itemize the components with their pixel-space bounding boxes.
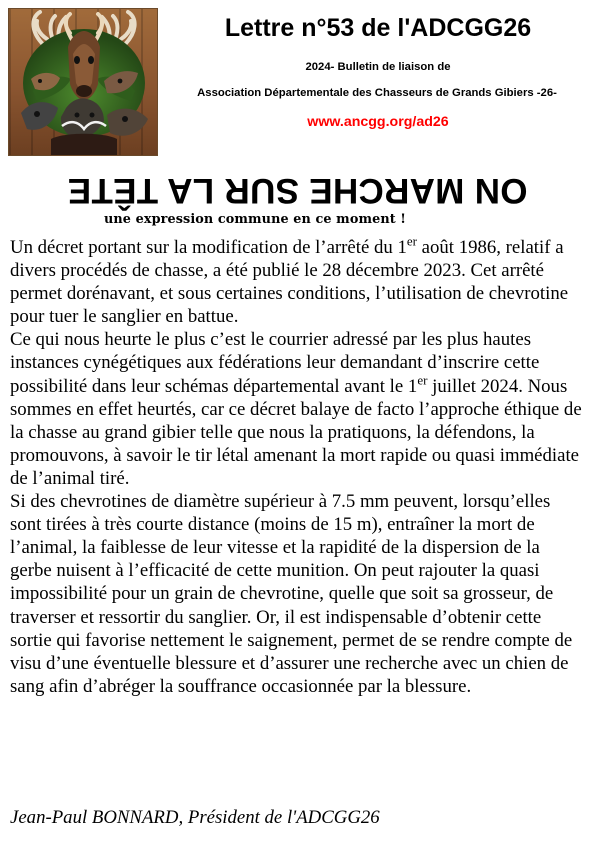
signature: Jean-Paul BONNARD, Président de l'ADCGG26 <box>10 807 380 828</box>
paragraph-2-text-start: Ce qui nous heurte le plus c’est le courrier adressé par les plus hautes instances cynégétiques aux fédérations leur demandant d’inscrire cette possibilité dans leur schémas départemental avant le 1 <box>10 329 540 397</box>
logo-illustration <box>9 9 158 156</box>
paragraph-1-superscript: er <box>406 233 417 249</box>
inverted-headline: ON MARCHE SUR LA TÊTE <box>67 171 528 210</box>
paragraph-2-superscript: er <box>417 372 428 388</box>
article-body <box>10 233 584 698</box>
paragraph-1-text-end: août 1986, relatif a divers procédés de chasse, a été publié le 28 décembre 2023. Cet arrêté permet dorénavant, et sous certaines conditions, l’utilisation de chevrotine pour tuer le sanglier en battue. <box>10 237 569 328</box>
website-link[interactable]: www.ancgg.org/ad26 <box>307 114 449 130</box>
article-paragraph-1 <box>10 233 584 328</box>
association-name: Association Départementale des Chasseurs de Grands Gibiers -26- <box>197 87 557 99</box>
article-paragraph-2 <box>10 328 584 490</box>
hunting-trophies-icon <box>8 8 158 156</box>
letter-header <box>0 0 594 170</box>
paragraph-2-text-end: juillet 2024. Nous sommes en effet heurtés, car ce décret balaye de facto l’approche éthique de la chasse au grand gibier telle que nous la pratiquons, la défendons, la promouvons, à savoir le tir létal amenant la mort rapide ou quasi immédiate de l’animal tiré. <box>10 375 582 489</box>
newsletter-title: Lettre n°53 de l'ADCGG26 <box>224 14 532 42</box>
headline-tagline: une expression commune en ce moment ! <box>104 212 407 227</box>
newsletter-subtitle: 2024- Bulletin de liaison de <box>305 61 451 73</box>
article-paragraph-3: Si des chevrotines de diamètre supérieur à 7.5 mm peuvent, lorsqu’elles sont tirées à très courte distance (moins de 15 m), entraîner la mort de l’animal, la faiblesse de leur vitesse et la rapidité de la dispersion de la gerbe nuisent à l’efficacité de cette munition. On peut rajouter la quasi impossibilité pour un grain de chevrotine, quelle que soit sa grosseur, de traverser et ressortir du sanglier. Or, il est indispensable d’obtenir cette sortie qui favorise nettement le saignement, permet de se rendre compte de visu d’une éventuelle blessure et d’assurer une recherche avec un chien de sang afin d’abréger la souffrance occasionnée par la blessure. <box>10 491 573 697</box>
paragraph-1-text-start: Un décret portant sur la modification de l’arrêté du 1 <box>10 237 407 258</box>
